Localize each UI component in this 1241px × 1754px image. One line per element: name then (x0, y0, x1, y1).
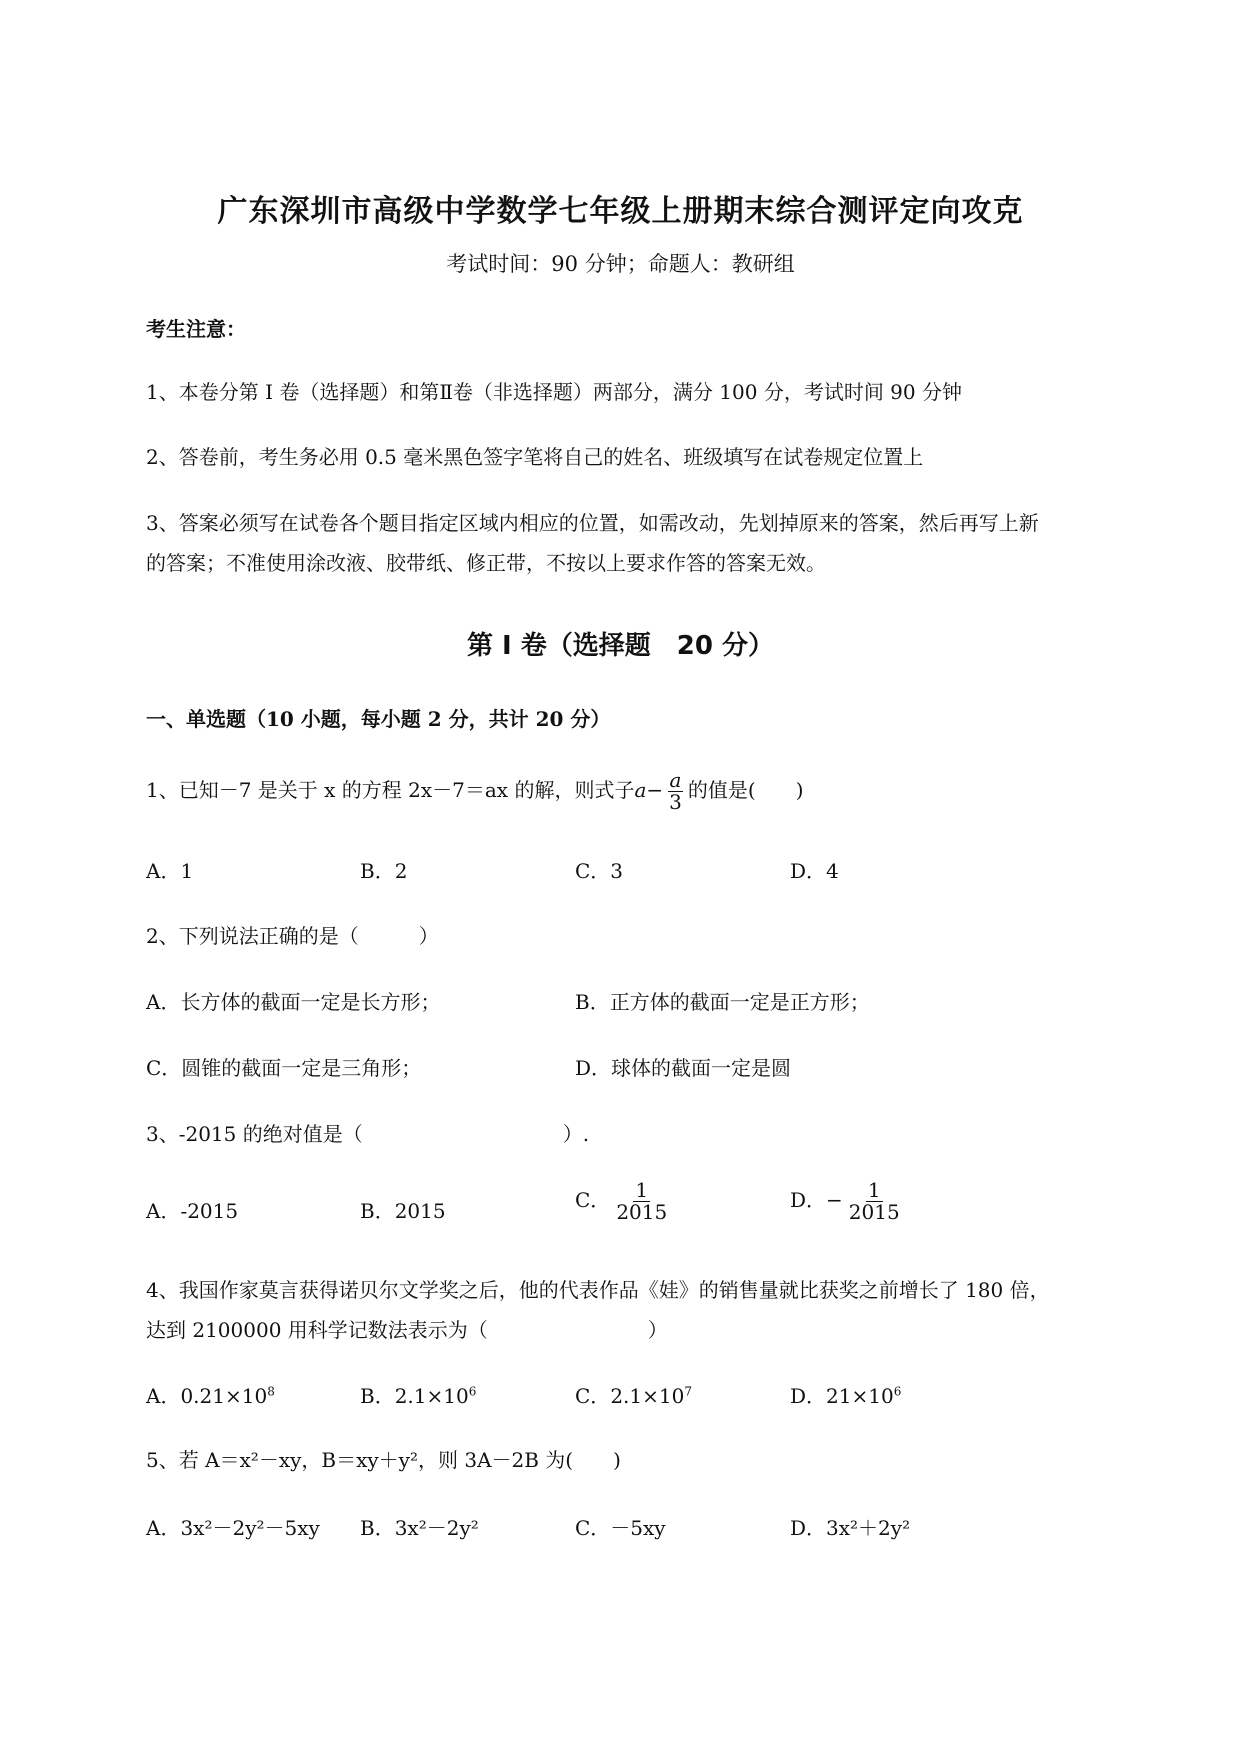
part-heading: 一、单选题（10 小题，每小题 2 分，共计 20 分） (146, 707, 611, 731)
q5-option-c[interactable]: C．－5xy (575, 1516, 666, 1540)
q3-option-c-label: C． (575, 1188, 611, 1212)
q4-d-label: D． (790, 1384, 827, 1408)
q2-option-b[interactable]: B．正方体的截面一定是正方形； (575, 990, 870, 1014)
section-title: 第 I 卷（选择题 20 分） (466, 631, 774, 661)
page-title: 广东深圳市高级中学数学七年级上册期末综合测评定向攻克 (217, 194, 1024, 229)
q1-expr-minus: − (646, 778, 664, 802)
notice-item-3-line1: 3、答案必须写在试卷各个题目指定区域内相应的位置，如需改动，先划掉原来的答案，然后再写上新 (146, 511, 1039, 535)
q3-d-den: 2015 (848, 1200, 900, 1224)
q5-option-d[interactable]: D．3x²＋2y² (790, 1516, 911, 1540)
exam-info: 考试时间：90 分钟；命题人：教研组 (446, 252, 795, 276)
q2-option-c[interactable]: C．圆锥的截面一定是三角形； (146, 1056, 422, 1080)
q3-option-a[interactable]: A．-2015 (146, 1199, 239, 1223)
q3-option-c-fraction (614, 1180, 669, 1223)
q5-option-a[interactable]: A．3x²－2y²－5xy (146, 1516, 320, 1540)
question-4-line2: 达到 2100000 用科学记数法表示为（ ） (146, 1318, 668, 1342)
q1-fraction (667, 770, 684, 813)
q2-option-a[interactable]: A．长方体的截面一定是长方形； (146, 990, 441, 1014)
notice-item-2: 2、答卷前，考生务必用 0.5 毫米黑色签字笔将自己的姓名、班级填写在试卷规定位置上 (146, 445, 924, 469)
notice-item-3-line2: 的答案；不准使用涂改液、胶带纸、修正带，不按以上要求作答的答案无效。 (146, 551, 826, 575)
q1-expr-a: a (634, 778, 647, 802)
q4-d-base: 21×10 (826, 1384, 894, 1408)
question-1-tail: 的值是( ) (687, 778, 804, 802)
q4-b-base: 2.1×10 (394, 1384, 469, 1408)
notice-item-1: 1、本卷分第 I 卷（选择题）和第Ⅱ卷（非选择题）两部分，满分 100 分，考试时间 90 分钟 (146, 380, 962, 404)
q1-option-d[interactable]: D．4 (790, 859, 839, 883)
q4-c-base: 2.1×10 (610, 1384, 685, 1408)
q1-fraction-den: 3 (669, 790, 682, 814)
q1-fraction-num: a (669, 768, 682, 792)
q3-option-b[interactable]: B．2015 (360, 1199, 446, 1223)
q4-option-a[interactable] (146, 1380, 275, 1409)
question-3: 3、-2015 的绝对值是（ ）. (146, 1122, 590, 1146)
q3-option-d-label: D．− (790, 1188, 843, 1212)
q1-option-b[interactable]: B．2 (360, 859, 408, 883)
q3-c-num: 1 (635, 1178, 649, 1202)
q4-d-exp: 6 (893, 1384, 902, 1399)
q1-option-c[interactable]: C．3 (575, 859, 624, 883)
question-4-line1: 4、我国作家莫言获得诺贝尔文学奖之后，他的代表作品《娃》的销售量就比获奖之前增长了 180 倍， (146, 1278, 1050, 1302)
q3-option-c[interactable] (575, 1180, 673, 1223)
q3-option-d[interactable] (790, 1180, 906, 1223)
q4-option-b[interactable] (360, 1380, 476, 1409)
q4-c-exp: 7 (684, 1384, 692, 1399)
q1-option-a[interactable]: A．1 (146, 859, 194, 883)
q4-option-d[interactable] (790, 1380, 901, 1409)
q5-option-b[interactable]: B．3x²－2y² (360, 1516, 479, 1540)
q4-b-label: B． (360, 1384, 395, 1408)
q4-c-label: C． (575, 1384, 611, 1408)
q3-option-d-fraction (847, 1180, 902, 1223)
q2-option-d[interactable]: D．球体的截面一定是圆 (575, 1056, 792, 1080)
q4-a-base: 0.21×10 (180, 1384, 268, 1408)
question-1-stem: 1、已知－7 是关于 x 的方程 2x－7＝ax 的解，则式子 (146, 778, 635, 802)
q4-option-c[interactable] (575, 1380, 692, 1409)
question-5: 5、若 A＝x²－xy，B＝xy＋y²，则 3A－2B 为( ) (146, 1448, 621, 1472)
q4-a-label: A． (146, 1384, 181, 1408)
question-2: 2、下列说法正确的是（ ） (146, 924, 439, 948)
q4-b-exp: 6 (468, 1384, 477, 1399)
notice-heading: 考生注意： (146, 317, 246, 341)
q3-c-den: 2015 (616, 1200, 668, 1224)
q3-d-num: 1 (867, 1178, 881, 1202)
question-1 (146, 770, 804, 813)
q4-a-exp: 8 (267, 1384, 275, 1399)
